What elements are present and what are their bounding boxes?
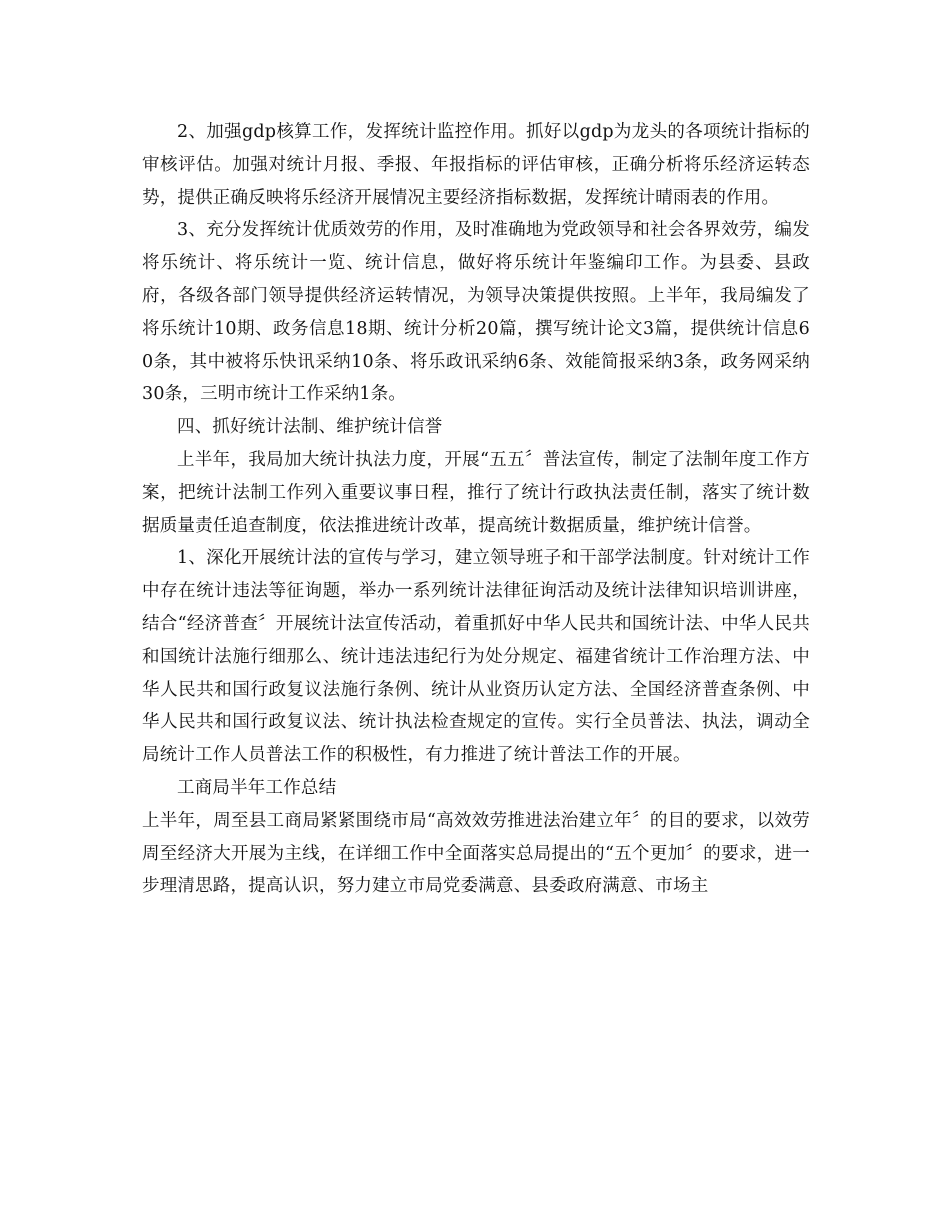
paragraph-gdp-accounting: 2、加强gdp核算工作，发挥统计监控作用。抓好以gdp为龙头的各项统计指标的审核评估。加强对统计月报、季报、年报指标的评估审核，正确分析将乐经济运转态势，提供正确反映将乐经济开展情况主要经济指标数据，发挥统计晴雨表的作用。 [142, 122, 810, 208]
paragraph-industry-commerce-bureau: 上半年，周至县工商局紧紧围绕市局“高效效劳推进法治建立年〞的目的要求，以效劳周至经济大开展为主线，在详细工作中全面落实总局提出的“五个更加〞的要求，进一步理清思路，提高认识，努力建立市局党委满意、县委政府满意、市场主 [142, 810, 810, 897]
paragraph-statistics-service: 3、充分发挥统计优质效劳的作用，及时准确地为党政领导和社会各界效劳，编发将乐统计、将乐统计一览、统计信息，做好将乐统计年鉴编印工作。为县委、县政府，各级各部门领导提供经济运转情况，为领导决策提供按照。上半年，我局编发了将乐统计10期、政务信息18期、统计分析20篇，撰写统计论文3篇，提供统计信息60条，其中被将乐快讯采纳10条、将乐政讯采纳6条、效能简报采纳3条，政务网采纳30条，三明市统计工作采纳1条。 [142, 220, 810, 405]
paragraph-law-enforcement: 上半年，我局加大统计执法力度，开展“五五〞普法宣传，制定了法制年度工作方案，把统计法制工作列入重要议事日程，推行了统计行政执法责任制，落实了统计数据质量责任追查制度，依法推进统计改革，提高统计数据质量，维护统计信誉。 [142, 449, 810, 536]
paragraph-law-publicity: 1、深化开展统计法的宣传与学习，建立领导班子和干部学法制度。针对统计工作中存在统计违法等征询题，举办一系列统计法律征询活动及统计法律知识培训讲座，结合“经济普查〞开展统计法宣传活动，着重抓好中华人民共和国统计法、中华人民共和国统计法施行细那么、统计违法违纪行为处分规定、福建省统计工作治理方法、中华人民共和国行政复议法施行条例、统计从业资历认定方法、全国经济普查条例、中华人民共和国行政复议法、统计执法检查规定的宣传。实行全员普法、执法，调动全局统计工作人员普法工作的积极性，有力推进了统计普法工作的开展。 [142, 548, 810, 766]
document-body [142, 116, 810, 903]
heading-half-year-summary: 工商局半年工作总结 [177, 777, 337, 798]
section-heading-statistics-law: 四、抓好统计法制、维护统计信誉 [177, 417, 443, 438]
